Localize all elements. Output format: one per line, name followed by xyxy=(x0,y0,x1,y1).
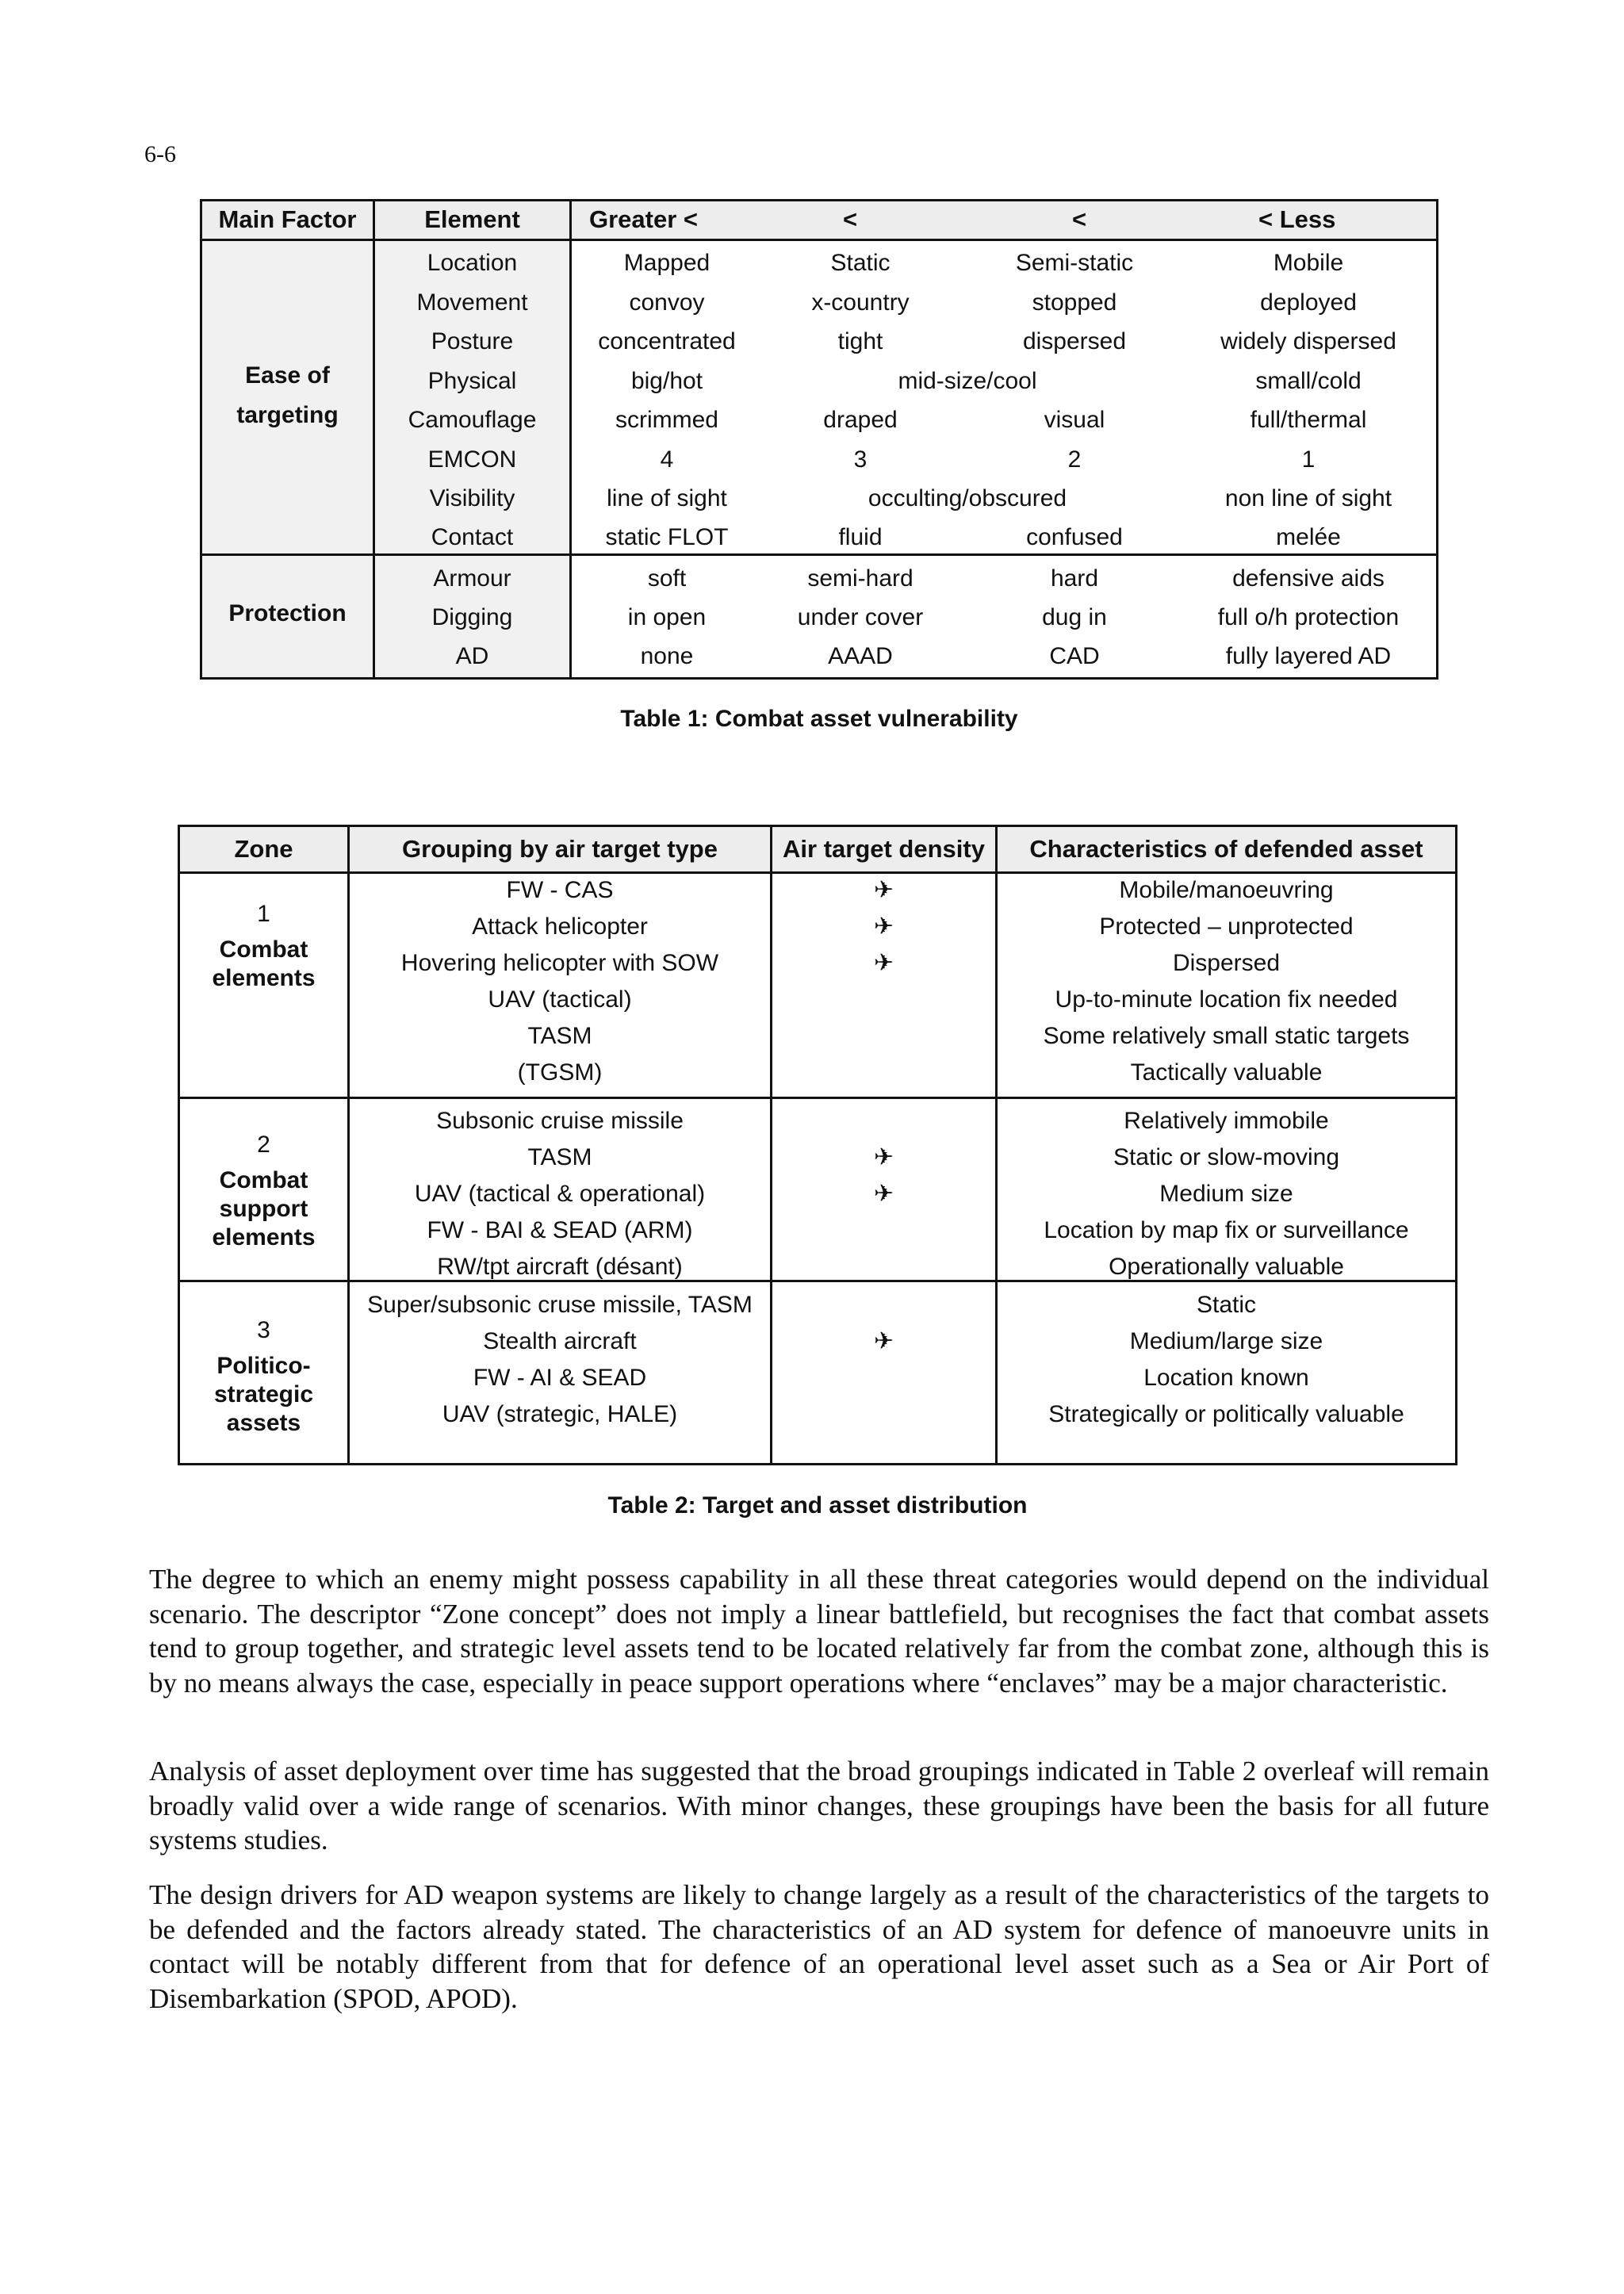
grouping-item: Attack helicopter xyxy=(472,913,648,940)
cell-value: big/hot xyxy=(630,368,703,394)
grouping-item: TASM xyxy=(527,1023,592,1049)
characteristic-item: Some relatively small static targets xyxy=(1043,1023,1410,1049)
element-label: EMCON xyxy=(427,446,517,473)
group-label-ease-line1: Ease of xyxy=(245,362,330,389)
cell-value: concentrated xyxy=(598,328,736,354)
cell-value: Semi-static xyxy=(1015,250,1134,276)
characteristic-item: Medium size xyxy=(1159,1181,1293,1207)
group-label-ease-line2: targeting xyxy=(236,402,339,428)
element-label: Location xyxy=(427,250,518,276)
cell-value: soft xyxy=(647,565,687,592)
cell-value: CAD xyxy=(1049,643,1100,669)
header-element: Element xyxy=(424,205,520,233)
aircraft-density-icon: ✈ xyxy=(873,1180,894,1208)
characteristic-item: Mobile/manoeuvring xyxy=(1119,877,1334,903)
characteristic-item: Up-to-minute location fix needed xyxy=(1055,986,1398,1013)
element-label: Armour xyxy=(433,565,511,592)
header-characteristics: Characteristics of defended asset xyxy=(1029,835,1423,863)
zone-name-line: Combat xyxy=(219,1167,308,1193)
header-zone: Zone xyxy=(234,835,293,863)
cell-value: dug in xyxy=(1042,604,1107,630)
cell-value: fully layered AD xyxy=(1225,643,1392,669)
grouping-item: UAV (tactical) xyxy=(488,986,632,1013)
combat-asset-vulnerability-table xyxy=(200,199,1438,680)
element-label: Digging xyxy=(431,604,513,630)
cell-value: draped xyxy=(823,407,898,433)
cell-value: x-country xyxy=(811,289,910,316)
grouping-item: (TGSM) xyxy=(517,1059,603,1086)
zone-name-line: support xyxy=(219,1196,308,1222)
cell-value: 4 xyxy=(660,446,674,473)
body-paragraph: The degree to which an enemy might possess capability in all these threat categories would depend on the individual scenario. The descriptor “Zone concept” does not imply a linear battlefield, but recognises the fact that combat assets tend to group together, and strategic level assets tend to be located relatively far from the combat zone, although this is by no means always the case, especially in peace support operations where “enclaves” may be a major characteristic. xyxy=(149,1564,1489,1698)
cell-value: none xyxy=(640,643,694,669)
cell-value: melée xyxy=(1276,524,1341,550)
zone-number: 2 xyxy=(257,1132,270,1158)
group-label-protection: Protection xyxy=(228,600,347,626)
cell-value-spanning: occulting/obscured xyxy=(868,485,1067,511)
characteristic-item: Relatively immobile xyxy=(1124,1108,1329,1134)
table1-caption: Table 1: Combat asset vulnerability xyxy=(620,706,1018,732)
cell-value: visual xyxy=(1044,407,1105,433)
cell-value: non line of sight xyxy=(1224,485,1392,511)
cell-value: full o/h protection xyxy=(1217,604,1400,630)
element-label: Visibility xyxy=(429,485,515,511)
cell-value: in open xyxy=(627,604,707,630)
grouping-item: RW/tpt aircraft (désant) xyxy=(437,1254,683,1280)
characteristic-item: Dispersed xyxy=(1172,950,1281,976)
page-number: 6-6 xyxy=(144,141,176,167)
header-main-factor: Main Factor xyxy=(218,205,357,233)
element-label: Camouflage xyxy=(408,407,537,433)
cell-value: static FLOT xyxy=(605,524,729,550)
zone-name-line: Combat xyxy=(219,936,308,963)
grouping-item: Subsonic cruise missile xyxy=(436,1108,684,1134)
characteristic-item: Static xyxy=(1196,1292,1257,1318)
cell-value: dispersed xyxy=(1022,328,1127,354)
characteristic-item: Location known xyxy=(1143,1365,1309,1391)
cell-value: scrimmed xyxy=(615,407,718,433)
element-label: Contact xyxy=(431,524,514,550)
table2-caption: Table 2: Target and asset distribution xyxy=(607,1492,1028,1518)
header-divider xyxy=(202,239,1436,241)
cell-value: 2 xyxy=(1067,446,1082,473)
cell-value-spanning: mid-size/cool xyxy=(898,368,1037,394)
cell-value: tight xyxy=(837,328,883,354)
element-label: AD xyxy=(455,643,489,669)
zone-name-line: elements xyxy=(212,1224,316,1250)
body-paragraph: The design drivers for AD weapon systems are likely to change largely as a result of the characteristics of the targets to be defended and the factors already stated. The characteristics of an AD system for defence of manoeuvre units in contact will be notably different from that for defence of an operational level asset such as a Sea or Air Port of Disembarkation (SPOD, APOD). xyxy=(149,1879,1489,2014)
group-divider xyxy=(202,553,1436,556)
aircraft-density-icon: ✈ xyxy=(873,1327,894,1355)
characteristic-item: Strategically or politically valuable xyxy=(1048,1401,1404,1427)
cell-value: confused xyxy=(1026,524,1123,550)
header-density: Air target density xyxy=(783,835,985,863)
characteristic-item: Location by map fix or surveillance xyxy=(1044,1217,1409,1243)
zone-name-line: Politico- xyxy=(216,1353,311,1379)
header-grouping: Grouping by air target type xyxy=(402,835,718,863)
cell-value: 3 xyxy=(853,446,868,473)
cell-value: line of sight xyxy=(607,485,727,511)
cell-value: stopped xyxy=(1032,289,1117,316)
cell-value: convoy xyxy=(629,289,705,316)
grouping-item: UAV (tactical & operational) xyxy=(414,1181,706,1207)
cell-value: fluid xyxy=(838,524,883,550)
characteristic-item: Static or slow-moving xyxy=(1113,1144,1340,1170)
body-paragraph: Analysis of asset deployment over time has suggested that the broad groupings indicated in Table 2 overleaf will remain broadly valid over a wide range of scenarios. With minor changes, these groupings have been the basis for all future systems studies. xyxy=(149,1756,1489,1855)
cell-value: Static xyxy=(830,250,891,276)
aircraft-density-icon: ✈ xyxy=(873,913,894,940)
header-scale-less: < Less xyxy=(1258,205,1336,233)
zone-number: 3 xyxy=(257,1317,270,1343)
cell-value: AAAD xyxy=(828,643,893,669)
cell-value: under cover xyxy=(797,604,924,630)
grouping-item: Hovering helicopter with SOW xyxy=(400,950,719,976)
cell-value: deployed xyxy=(1260,289,1357,316)
grouping-item: UAV (strategic, HALE) xyxy=(442,1401,678,1427)
element-label: Movement xyxy=(416,289,528,316)
grouping-item: Stealth aircraft xyxy=(483,1328,637,1354)
cell-value: widely dispersed xyxy=(1220,328,1396,354)
cell-value: full/thermal xyxy=(1250,407,1367,433)
grouping-item: TASM xyxy=(527,1144,592,1170)
cell-value: semi-hard xyxy=(807,565,914,592)
header-scale-less-than: < xyxy=(1072,205,1087,233)
cell-value: hard xyxy=(1050,565,1099,592)
aircraft-density-icon: ✈ xyxy=(873,949,894,977)
zone-number: 1 xyxy=(257,901,270,927)
grouping-item: FW - CAS xyxy=(506,877,614,903)
grouping-item: FW - BAI & SEAD (ARM) xyxy=(427,1217,693,1243)
aircraft-density-icon: ✈ xyxy=(873,1143,894,1171)
characteristic-item: Tactically valuable xyxy=(1130,1059,1323,1086)
zone-name-line: elements xyxy=(212,965,316,991)
cell-value: Mapped xyxy=(623,250,710,276)
element-label: Posture xyxy=(431,328,514,354)
cell-value: Mobile xyxy=(1273,250,1344,276)
element-label: Physical xyxy=(427,368,517,394)
characteristic-item: Protected – unprotected xyxy=(1099,913,1354,940)
grouping-item: FW - AI & SEAD xyxy=(473,1365,647,1391)
grouping-item: Super/subsonic cruse missile, TASM xyxy=(367,1292,753,1318)
cell-value: 1 xyxy=(1301,446,1316,473)
aircraft-density-icon: ✈ xyxy=(873,876,894,904)
zone-divider xyxy=(180,1097,1455,1099)
zone-name-line: assets xyxy=(226,1410,301,1436)
cell-value: defensive aids xyxy=(1232,565,1385,592)
header-scale-less-than: < xyxy=(843,205,858,233)
characteristic-item: Operationally valuable xyxy=(1109,1254,1344,1280)
characteristic-item: Medium/large size xyxy=(1129,1328,1323,1354)
target-asset-distribution-table xyxy=(178,825,1457,1465)
zone-name-line: strategic xyxy=(213,1381,314,1407)
header-scale-greater: Greater < xyxy=(589,205,699,233)
cell-value: small/cold xyxy=(1255,368,1362,394)
